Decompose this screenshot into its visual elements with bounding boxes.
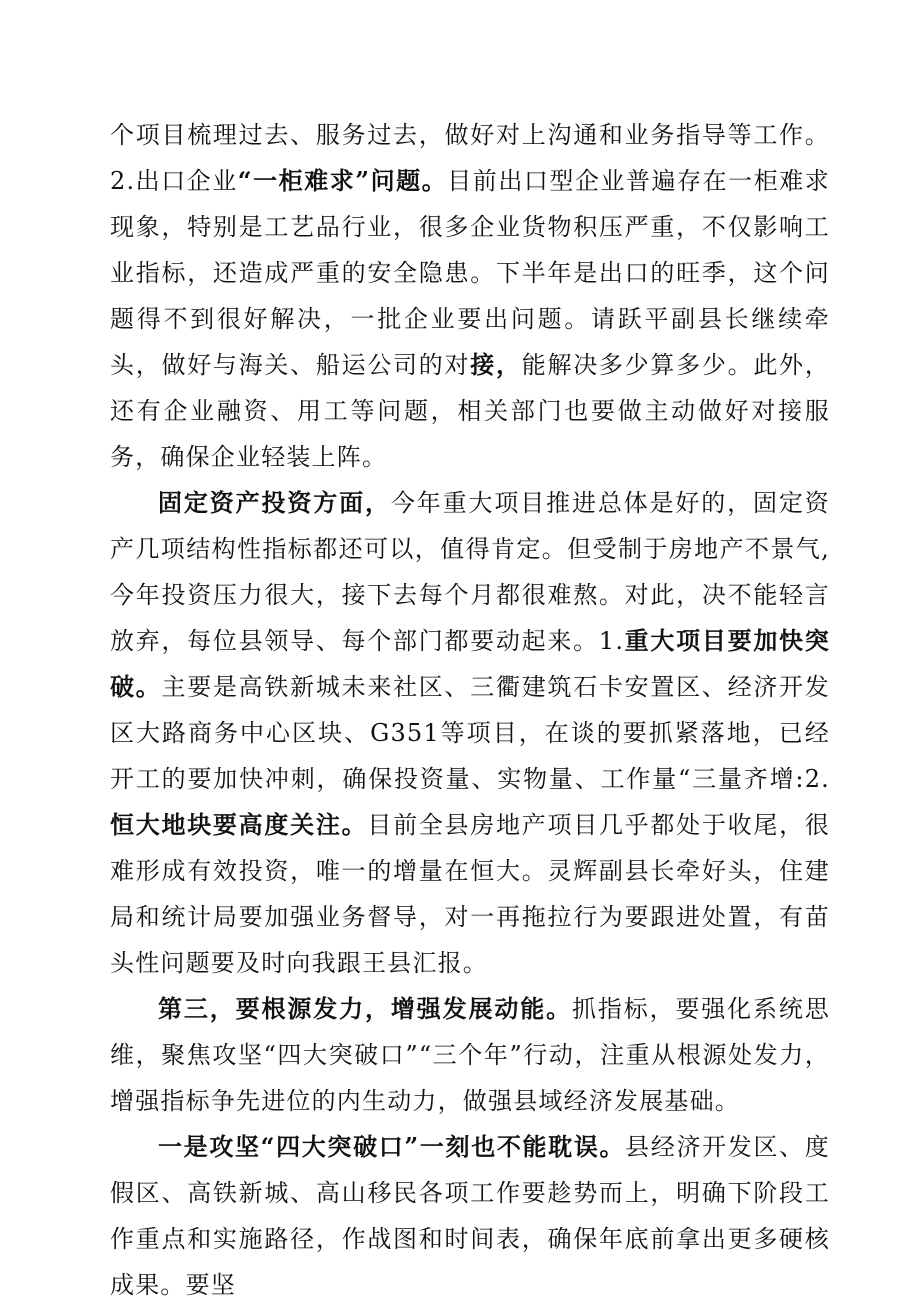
paragraph-1	[110, 112, 830, 480]
bold-heading-run: “一柜难求”问题。	[237, 166, 448, 195]
text-run: 能解决多少算多少。此外，还有企业融资、用工等问题，相关部门也要做主动做好对接服务，确保企业轻装上阵。	[110, 351, 830, 471]
text-run: 今年重大项目推进总体是好的，固定资产几项结构性指标都还可以，值得肯定。但受制于房地产不景气,今年投资压力很大，接下去每个月都很难熬。对此，决不能轻言放弃，每位县领导、每个部门都要动起来。1.	[110, 489, 830, 655]
text-run: 县经济开发区、度假区、高铁新城、高山移民各项工作要趁势而上，明确下阶段工作重点和实施路径，作战图和时间表，确保年底前拿出更多硬核成果。要坚	[110, 1133, 830, 1299]
paragraph-4	[110, 1124, 830, 1308]
text-run: 目前全县房地产项目几乎都处于收尾，很难形成有效投资，唯一的增量在恒大。灵辉副县长牵好头，住建局和统计局要加强业务督导，对一再拖拉行为要跟进处置，有苗头性问题要及时向我跟王县汇报。	[110, 811, 831, 977]
bold-heading-run: 第三，要根源发力，增强发展动能。	[158, 994, 572, 1023]
bold-heading-run: 固定资产投资方面，	[158, 488, 391, 517]
paragraph-3	[110, 986, 830, 1124]
text-run: 个项目梳理过去、服务过去，做好对上沟通和业务指导等工作。2.出口企业	[110, 121, 830, 195]
bold-heading-run: 重大项目要加快突破。	[110, 626, 830, 701]
document-body	[110, 112, 830, 1308]
bold-run: 接，	[470, 350, 522, 379]
bold-heading-run: 恒大地块要高度关注。	[110, 810, 368, 839]
text-run: 主要是高铁新城未来社区、三衢建筑石卡安置区、经济开发区大路商务中心区块、G351等项目，在谈的要抓紧落地，已经开工的要加快冲刺，确保投资量、实物量、工作量“三量齐增:2.	[110, 673, 830, 793]
paragraph-2	[110, 480, 830, 986]
bold-heading-run: 一是攻坚“四大突破口”一刻也不能耽误。	[158, 1132, 626, 1161]
text-run: 抓指标，要强化系统思维，聚焦攻坚“四大突破口”“三个年”行动，注重从根源处发力，增强指标争先进位的内生动力，做强县域经济发展基础。	[110, 995, 830, 1115]
text-run: 目前出口型企业普遍存在一柜难求现象，特别是工艺品行业，很多企业货物积压严重，不仅影响工业指标，还造成严重的安全隐患。下半年是出口的旺季，这个问题得不到很好解决，一批企业要出问题。请跃平副县长继续牵头，做好与海关、船运公司的对	[110, 167, 830, 379]
